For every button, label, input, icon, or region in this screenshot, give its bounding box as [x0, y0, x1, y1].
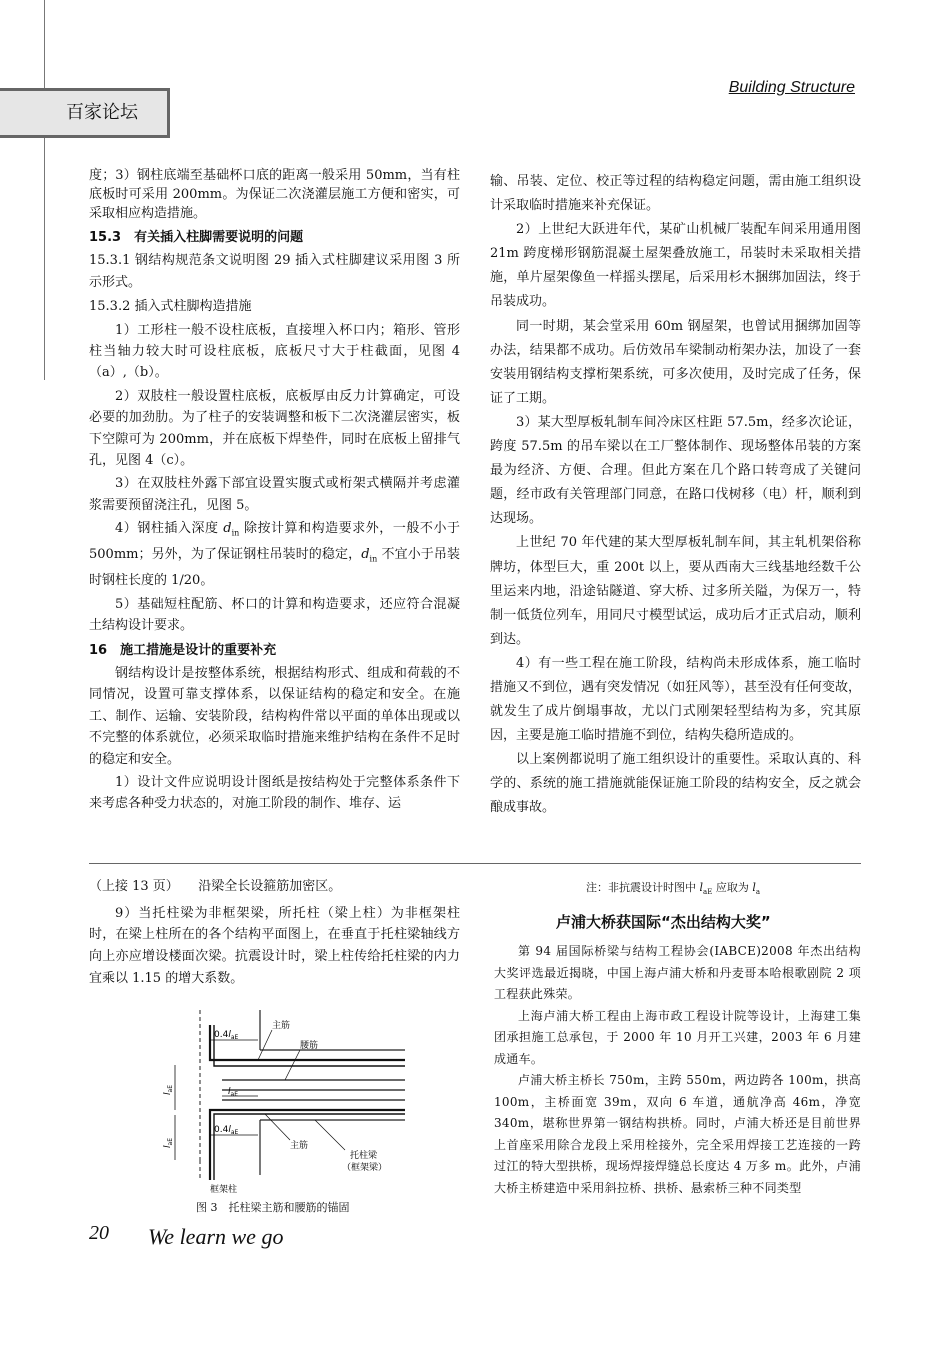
paragraph: 1）设计文件应说明设计图纸是按结构处于完整体系条件下来考虑各种受力状态的，对施工阶段的制作、堆存、运: [89, 774, 460, 812]
paragraph: 4）钢柱插入深度 $d_{in}$ 除按计算和构造要求外，一般不小于 500mm；另外，为了保证钢柱吊装时的稳定，$d_{in}$ 不宜小于吊装时钢柱长度的 1/20。: [89, 521, 460, 589]
figure-3-anchorage-diagram: [140, 1010, 420, 1210]
label-waist-bar: 腰筋: [300, 1041, 319, 1051]
paragraph: 15.3.1 钢结构规范条文说明图 29 插入式柱脚建议采用图 3 所示形式。: [89, 253, 460, 290]
dimension-label: $l_{aE}$: [228, 1087, 238, 1098]
paragraph: 上海卢浦大桥工程由上海市政工程设计院等设计，上海建工集团承担施工总承包，于 2000 年 10 月开工兴建，2003 年 6 月建成通车。: [494, 1008, 861, 1066]
page-number: 20: [89, 1222, 109, 1244]
paragraph: 度；3）钢柱底端至基础杯口底的距离一般采用 50mm，当有柱底板时可采用 200mm。为保证二次浇灌层施工方便和密实，可采取相应构造措施。: [89, 168, 460, 221]
journal-name: Building Structure: [728, 79, 855, 96]
paragraph: 9）当托柱梁为非框架梁，所托柱（梁上柱）为非框架柱时，在梁上柱所在的各个结构平面图上，在垂直于托柱梁轴线方向上亦应增设楼面次梁。抗震设计时，梁上柱传给托柱梁的内力宜乘以 1.15 的增大系数。: [89, 905, 460, 986]
label-main-bar-top: 主筋: [272, 1021, 291, 1031]
paragraph: 5）基础短柱配筋、杯口的计算和构造要求，还应符合混凝土结构设计要求。: [89, 596, 460, 634]
figure-note: 注：非抗震设计时图中 $l_{aE}$ 应取为 $l_a$: [586, 881, 761, 897]
paragraph: 1）工形柱一般不设柱底板，直接埋入杯口内；箱形、管形柱当轴力较大时可设柱底板，底板尺寸大于柱截面，见图 4（a）,（b）。: [89, 322, 460, 381]
right-column: [490, 170, 861, 821]
news-article: [494, 941, 861, 1199]
section-heading: 16 施工措施是设计的重要补充: [89, 642, 277, 658]
section-heading: 15.3 有关插入柱脚需要说明的问题: [89, 230, 304, 245]
leader-line: [265, 1114, 290, 1140]
column-title: 百家论坛: [66, 102, 138, 123]
leader-line: [285, 1050, 300, 1080]
label-beam: 托柱梁: [350, 1151, 378, 1161]
label-beam-type: （框架梁）: [342, 1163, 388, 1173]
header-rule: [44, 0, 45, 380]
paragraph: 第 94 届国际桥梁与结构工程协会(IABCE)2008 年杰出结构大奖评选最近揭晓，中国上海卢浦大桥和丹麦哥本哈根歌剧院 2 项工程获此殊荣。: [494, 944, 861, 1001]
continued-article: [89, 876, 460, 990]
dimension-label: $l_{aE}$: [163, 1085, 174, 1095]
paragraph: 15.3.2 插入式柱脚构造措施: [89, 299, 252, 315]
continuation-note: （上接 13 页） 沿梁全长设箍筋加密区。: [89, 879, 342, 894]
paragraph: 上世纪 70 年代建的某大型厚板轧制车间，其主轧机架俗称牌坊，体型巨大，重 200t 以上，要从西南大三线基地经数千公里运来内地，沿途钻隧道、穿大桥、过多所关隘，为保万一，特制一低货位列车，用同尺寸模型试运，成功后才正式启动，顺利到达。: [490, 535, 861, 647]
section-separator: [89, 863, 861, 864]
label-frame-column: 框架柱: [210, 1185, 238, 1195]
paragraph: 卢浦大桥主桥长 750m，主跨 550m，两边跨各 100m，拱高 100m，主桥面宽 39m，双向 6 车道，通航净高 46m，净宽 340m，堪称世界第一钢结构拱桥。同时，卢浦大桥还是目前世界上首座采用除合龙段上采用栓接外，完全采用焊接工艺连接的一跨过江的特大型拱桥，现场焊接焊缝总长度达 4 万多 m。此外，卢浦大桥主桥建造中采用斜拉桥、拱桥、悬索桥三种不同类型: [494, 1073, 861, 1195]
paragraph: 以上案例都说明了施工组织设计的重要性。采取认真的、科学的、系统的施工措施就能保证施工阶段的结构安全，反之就会酿成事故。: [490, 752, 861, 816]
dimension-label: $0.4l_{aE}$: [214, 1125, 239, 1136]
paragraph: 同一时期，某会堂采用 60m 钢屋架，也曾试用捆绑加固等办法，结果都不成功。后仿效吊车梁制动桁架办法，加设了一套安装用钢结构支撑桁架系统，可多次使用，及时完成了任务，保证了工期。: [490, 318, 861, 406]
paragraph: 3）在双肢柱外露下部宜设置实腹式或桁架式横隔并考虑灌浆需要预留浇注孔，见图 5。: [89, 476, 460, 513]
paragraph: 3）某大型厚板轧制车间冷床区柱距 57.5m，经多次论证，跨度 57.5m 的吊车梁以在工厂整体制作、现场整体吊装的方案最为经济、方便、合理。但此方案在几个路口转弯成了关键问题，经市政有关管理部门同意，在路口伐树移（电）杆，顺利到达现场。: [490, 414, 861, 527]
leader-line: [315, 1120, 345, 1150]
label-main-bar-bottom: 主筋: [290, 1141, 309, 1151]
paragraph: 输、吊装、定位、校正等过程的结构稳定问题，需由施工组织设计采取临时措施来补充保证。: [490, 174, 861, 214]
dimension-label: $0.4l_{aE}$: [214, 1030, 239, 1041]
paragraph: 2）双肢柱一般设置柱底板，底板厚由反力计算确定，可设必要的加劲肋。为了柱子的安装调整和板下二次浇灌层密实，板下空隙可为 200mm，并在底板下焊垫件，同时在底板上留排气孔，见图 4（c）。: [89, 388, 460, 469]
dimension-label: $l_{aE}$: [163, 1138, 174, 1148]
paragraph: 4）有一些工程在施工阶段，结构尚未形成体系，施工临时措施又不到位，遇有突发情况（如狂风等），甚至没有任何变故，就发生了成片倒塌事故，尤以门式刚架轻型结构为多，究其原因，主要是施工临时措施不到位，结构失稳所造成的。: [490, 655, 861, 744]
news-title: 卢浦大桥获国际“杰出结构大奖”: [556, 913, 771, 931]
left-column: [89, 166, 460, 815]
figure-caption: 图 3 托柱梁主筋和腰筋的锚固: [196, 1201, 350, 1214]
paragraph: 钢结构设计是按整体系统，根据结构形式、组成和荷载的不同情况，设置可靠支撑体系，以保证结构的稳定和安全。在施工、制作、运输、安装阶段，结构构件常以平面的单体出现或以不完整的体系就位，必须采取临时措施来维护结构在条件不足时的稳定和安全。: [89, 665, 460, 767]
footer-slogan: We learn we go: [148, 1224, 284, 1249]
paragraph: 2）上世纪大跃进年代，某矿山机械厂装配车间采用通用图 21m 跨度梯形钢筋混凝土屋架叠放施工，吊装时未采取相关措施，单片屋架像鱼一样摇头摆尾，后采用杉木捆绑加固法，终于吊装成功。: [490, 222, 861, 310]
